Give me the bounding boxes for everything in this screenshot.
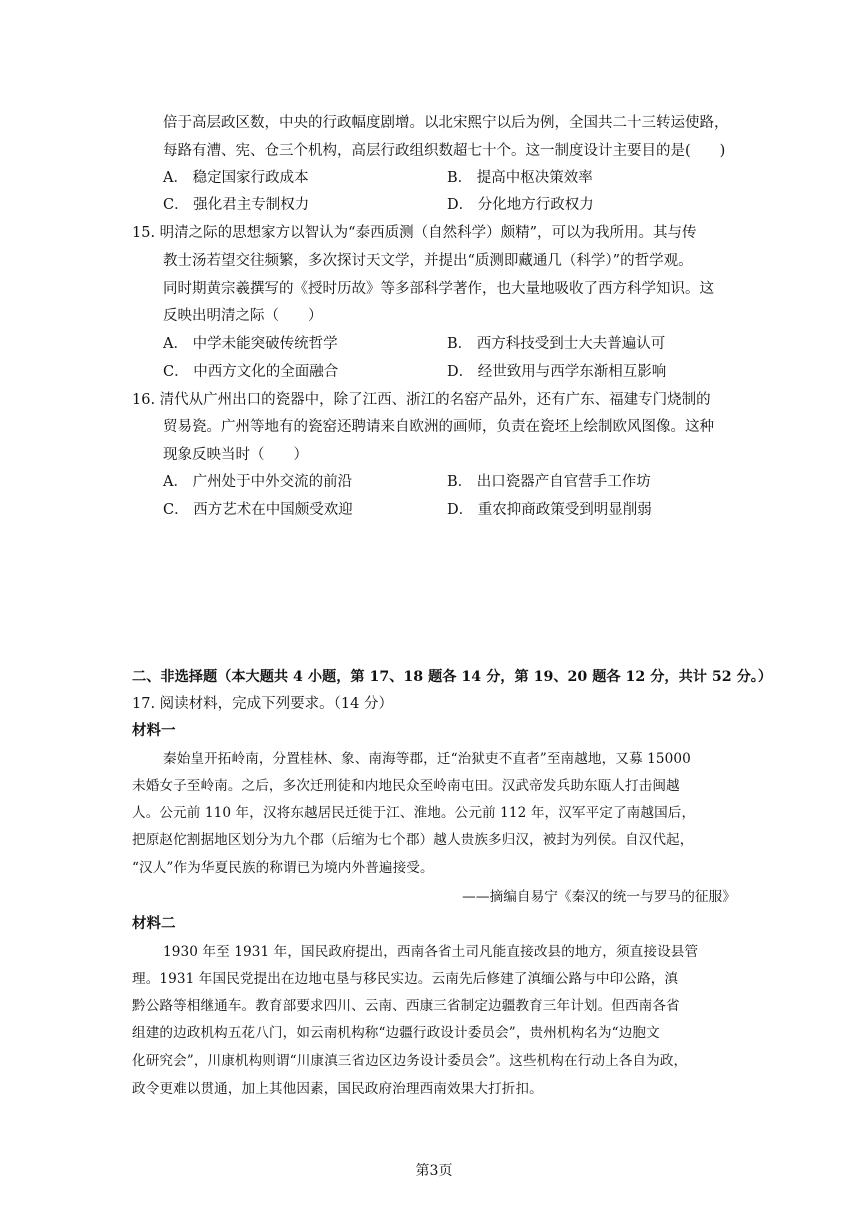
- q16-stem-line-1: 16. 清代从广州出口的瓷器中，除了江西、浙江的名窑产品外，还有广东、福建专门烧制的: [132, 392, 711, 408]
- q15-stem-line-4: 反映出明清之际（ ）: [163, 308, 323, 324]
- q16-stem-line-2: 贸易瓷。广州等地有的瓷窑还聘请来自欧洲的画师，负责在瓷坯上绘制欧风图像。这种: [163, 419, 714, 435]
- material-2-line: 理。1931 年国民党提出在边地屯垦与移民实边。云南先后修建了滇缅公路与中印公路，滇: [132, 971, 679, 987]
- q15-option-a[interactable]: A． 中学未能突破传统哲学: [163, 336, 338, 352]
- material-1-label: 材料一: [132, 722, 176, 739]
- material-2-line: 黔公路等相继通车。教育部要求四川、云南、西康三省制定边疆教育三年计划。但西南各省: [132, 998, 680, 1014]
- material-2-line: 1930 年至 1931 年，国民政府提出，西南各省土司凡能直接改县的地方，须直接设县管: [163, 944, 699, 960]
- material-2-line: 化研究会”，川康机构则谓“川康滇三省边区边务设计委员会”。这些机构在行动上各自为政，: [132, 1053, 688, 1069]
- q15-stem-line-2: 教士汤若望交往频繁，多次探讨天文学，并提出“质测即藏通几（科学）”的哲学观。: [163, 253, 693, 269]
- q15-option-d[interactable]: D． 经世致用与西学东渐相互影响: [447, 364, 667, 380]
- material-2-line: 政令更难以贯通，加上其他因素，国民政府治理西南效果大打折扣。: [132, 1081, 543, 1097]
- q15-option-b[interactable]: B． 西方科技受到士大夫普遍认可: [447, 336, 666, 352]
- q14-stem-line-2: 每路有漕、宪、仓三个机构，高层行政组织数超七十个。这一制度设计主要目的是( ): [163, 143, 726, 159]
- q16-option-b[interactable]: B． 出口瓷器产自官营手工作坊: [447, 474, 651, 490]
- q17-prompt: 17. 阅读材料，完成下列要求。（14 分）: [132, 696, 393, 712]
- q15-option-c[interactable]: C． 中西方文化的全面融合: [163, 364, 339, 380]
- material-1-source: ——摘编自易宁《秦汉的统一与罗马的征服》: [462, 889, 736, 905]
- material-1-line: 人。公元前 110 年，汉将东越居民迁徙于江、淮地。公元前 112 年，汉军平定了南越国后，: [132, 805, 696, 821]
- material-1-line: 未婚女子至岭南。之后，多次迁刑徒和内地民众至岭南屯田。汉武帝发兵助东瓯人打击闽越: [132, 778, 680, 794]
- q16-stem-line-3: 现象反映当时（ ）: [163, 447, 308, 463]
- material-1-line: 把原赵佗割据地区划分为九个郡（后缩为七个郡）越人贵族多归汉，被封为列侯。自汉代起，: [132, 832, 694, 848]
- section-2-heading: 二、非选择题（本大题共 4 小题，第 17、18 题各 14 分，第 19、20 题各 12 分，共计 52 分。）: [132, 669, 773, 685]
- material-2-label: 材料二: [132, 915, 176, 932]
- q16-option-d[interactable]: D． 重农抑商政策受到明显削弱: [447, 502, 652, 518]
- q15-stem-line-3: 同时期黄宗羲撰写的《授时历故》等多部科学著作，也大量地吸收了西方科学知识。这: [163, 281, 714, 297]
- material-2-line: 组建的边政机构五花八门，如云南机构称“边疆行政设计委员会”，贵州机构名为“边胞文: [132, 1025, 660, 1041]
- q14-stem-line-1: 倍于高层政区数，中央的行政幅度剧增。以北宋熙宁以后为例，全国共二十三转运使路，: [163, 115, 729, 131]
- q16-option-a[interactable]: A． 广州处于中外交流的前沿: [163, 474, 353, 490]
- q15-stem-line-1: 15. 明清之际的思想家方以智认为“泰西质测（自然科学）颇精”，可以为我所用。其与传: [132, 225, 697, 241]
- q14-option-c[interactable]: C． 强化君主专制权力: [163, 197, 310, 213]
- q16-option-c[interactable]: C． 西方艺术在中国颇受欢迎: [163, 502, 353, 518]
- q14-option-d[interactable]: D． 分化地方行政权力: [447, 197, 594, 213]
- q14-option-b[interactable]: B． 提高中枢决策效率: [447, 170, 593, 186]
- q14-option-a[interactable]: A． 稳定国家行政成本: [163, 170, 309, 186]
- material-1-line: 秦始皇开拓岭南，分置桂林、象、南海等郡，迁“治狱吏不直者”至南越地，又募 15000: [163, 751, 691, 767]
- page-number: 第3页: [415, 1163, 453, 1179]
- material-1-line: “汉人”作为华夏民族的称谓已为境内外普遍接受。: [132, 860, 434, 876]
